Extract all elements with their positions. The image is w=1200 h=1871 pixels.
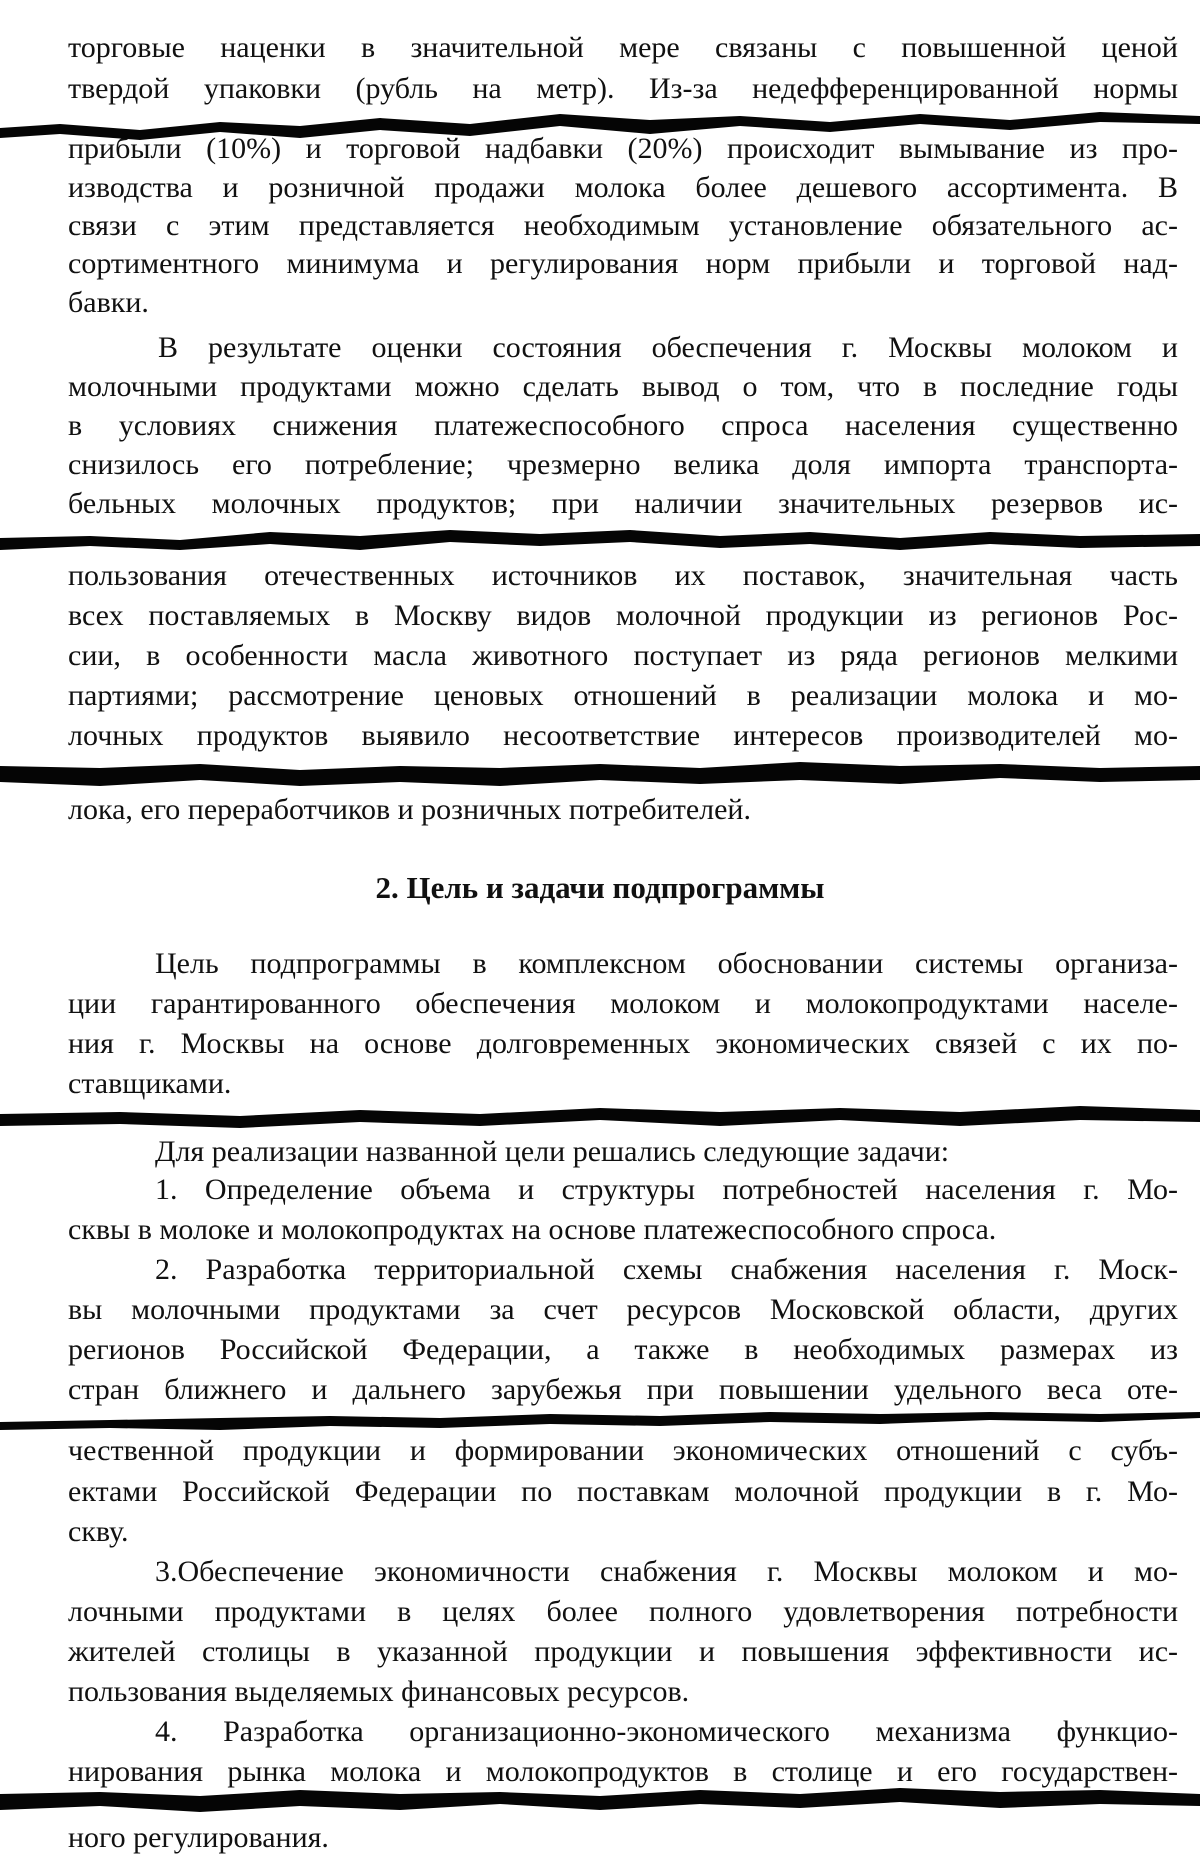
text-line: партиями; рассмотрение ценовых отношений в реализации молока и мо- (68, 679, 1178, 712)
text-line: пользования выделяемых финансовых ресурсов. (68, 1675, 690, 1708)
text-line: регионов Российской Федерации, а также в необходимых размерах из (68, 1333, 1178, 1366)
section-heading: 2. Цель и задачи подпрограммы (375, 870, 825, 905)
text-line: лочных продуктов выявило несоответствие интересов производителей мо- (68, 719, 1178, 752)
tear-mark (0, 1404, 1200, 1438)
text-line: лочными продуктами в целях более полного удовлетворения потребности (68, 1595, 1178, 1628)
text-line: сквы в молоке и молокопродуктах на основе платежеспособного спроса. (68, 1213, 997, 1246)
text-line: бельных молочных продуктов; при наличии значительных резервов ис- (68, 487, 1178, 520)
text-line: Для реализации названной цели решались следующие задачи: (155, 1135, 950, 1168)
text-line: В результате оценки состояния обеспечения г. Москвы молоком и (158, 331, 1178, 364)
text-line: изводства и розничной продажи молока более дешевого ассортимента. В (68, 171, 1178, 204)
text-line: ции гарантированного обеспечения молоком и молокопродуктами населе- (68, 987, 1178, 1020)
text-line: чественной продукции и формировании экономических отношений с субъ- (68, 1434, 1178, 1467)
text-line: ектами Российской Федерации по поставкам молочной продукции в г. Мо- (68, 1475, 1178, 1508)
text-line: стран ближнего и дальнего зарубежья при повышении удельного веса оте- (68, 1373, 1178, 1406)
text-line: торговые наценки в значительной мере связаны с повышенной ценой (68, 31, 1178, 64)
text-line: 1. Определение объема и структуры потребностей населения г. Мо- (155, 1173, 1178, 1206)
text-line: сортиментного минимума и регулирования норм прибыли и торговой над- (68, 247, 1178, 280)
text-line: всех поставляемых в Москву видов молочной продукции из регионов Рос- (68, 599, 1178, 632)
text-line: скву. (68, 1515, 129, 1548)
text-line: молочными продуктами можно сделать вывод о том, что в последние годы (68, 370, 1178, 403)
text-line: твердой упаковки (рубль на метр). Из-за недефференцированной нормы (68, 72, 1178, 105)
text-line: 2. Разработка территориальной схемы снабжения населения г. Моск- (155, 1253, 1178, 1286)
text-line: сии, в особенности масла животного поступает из ряда регионов мелкими (68, 639, 1178, 672)
text-line: 4. Разработка организационно-экономического механизма функцио- (155, 1715, 1178, 1748)
text-line: прибыли (10%) и торговой надбавки (20%) происходит вымывание из про- (68, 132, 1178, 165)
tear-mark (0, 108, 1200, 142)
tear-mark (0, 524, 1200, 558)
tear-mark (0, 1782, 1200, 1816)
text-line: нирования рынка молока и молокопродуктов в столице и его государствен- (68, 1755, 1178, 1788)
tear-mark (0, 1100, 1200, 1134)
text-line: ставщиками. (68, 1067, 232, 1100)
text-line: Цель подпрограммы в комплексном обосновании системы организа- (155, 947, 1178, 980)
tear-mark (0, 756, 1200, 790)
text-line: бавки. (68, 286, 149, 319)
text-line: ния г. Москвы на основе долговременных экономических связей с их по- (68, 1027, 1178, 1060)
text-line: снизилось его потребление; чрезмерно велика доля импорта транспорта- (68, 448, 1178, 481)
text-line: 3.Обеспечение экономичности снабжения г. Москвы молоком и мо- (155, 1555, 1178, 1588)
text-line: ного регулирования. (68, 1821, 329, 1854)
text-line: связи с этим представляется необходимым установление обязательного ас- (68, 209, 1178, 242)
text-line: пользования отечественных источников их поставок, значительная часть (68, 559, 1178, 592)
text-line: вы молочными продуктами за счет ресурсов Московской области, других (68, 1293, 1178, 1326)
text-line: лока, его переработчиков и розничных потребителей. (68, 793, 751, 826)
text-line: жителей столицы в указанной продукции и повышения эффективности ис- (68, 1635, 1178, 1668)
text-line: в условиях снижения платежеспособного спроса населения существенно (68, 409, 1178, 442)
